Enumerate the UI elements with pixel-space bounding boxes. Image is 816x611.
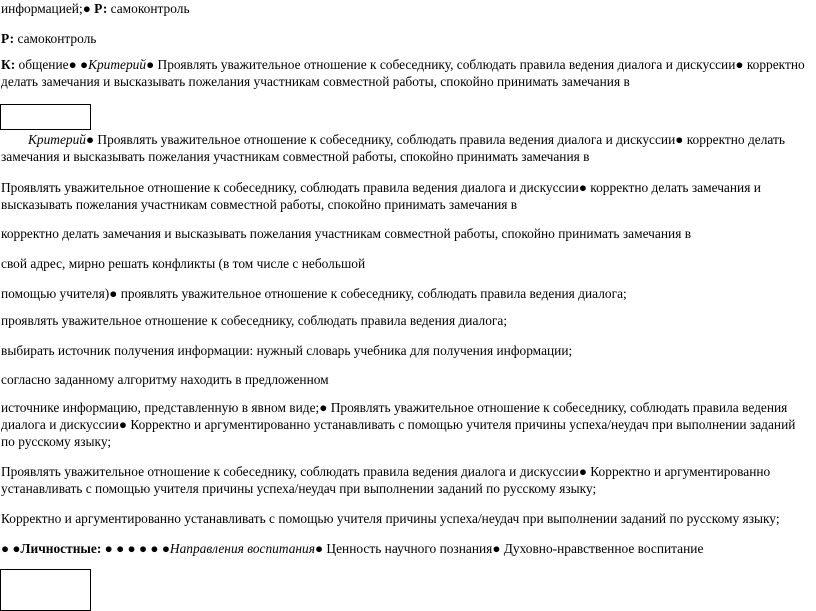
text-fragment: Духовно-нравственное воспитание — [500, 541, 704, 556]
bullet-icon: ● — [578, 180, 587, 195]
label-r: Р: — [1, 31, 15, 46]
text-fragment: корректно делать замечания и высказывать пожелания участникам совместной работы, спокойно принимать замечания в — [1, 132, 785, 164]
text-fragment: свой адрес, мирно решать конфликты (в том числе с небольшой — [1, 256, 366, 271]
text-fragment: источнике информацию, представленную в явном виде; — [1, 400, 320, 415]
text-fragment: самоконтроль — [107, 1, 190, 16]
text-fragment: Проявлять уважительное отношение к собеседнику, соблюдать правила ведения диалога и дискуссии — [154, 57, 736, 72]
line-9 — [1, 312, 807, 329]
text-fragment: корректно делать замечания и высказывать пожелания участникам совместной работы, спокойно принимать замечания в — [1, 226, 692, 241]
upbringing-directions-label: Направления воспитания — [169, 541, 315, 556]
bullet-icon: ● ● ● ● ● ● — [104, 541, 170, 556]
line-5 — [1, 179, 807, 213]
line-1 — [1, 0, 807, 17]
text-fragment: Проявлять уважительное отношение к собеседнику, соблюдать правила ведения диалога и дискуссии — [1, 464, 579, 479]
text-fragment: информацией; — [1, 1, 83, 16]
line-14 — [1, 510, 807, 527]
text-fragment: самоконтроль — [14, 31, 97, 46]
text-fragment: проявлять уважительное отношение к собеседнику, соблюдать правила ведения диалога; — [117, 286, 627, 301]
line-12 — [1, 399, 807, 450]
bullet-icon: ● ● — [1, 541, 21, 556]
empty-box — [0, 569, 91, 611]
text-fragment: корректно делать замечания и высказывать пожелания участникам совместной работы, спокойно принимать замечания в — [1, 180, 761, 212]
text-fragment: Корректно и аргументированно устанавливать с помощью учителя причины успеха/неудач при выполнении заданий по русскому языку; — [1, 511, 780, 526]
label-r: Р: — [94, 1, 108, 16]
line-8 — [1, 285, 807, 302]
bullet-icon: ● — [118, 417, 127, 432]
text-fragment: корректно делать замечания и высказывать пожелания участникам совместной работы, спокойно принимать замечания в — [1, 57, 805, 89]
text-fragment: Проявлять уважительное отношение к собеседнику, соблюдать правила ведения диалога и дискуссии — [1, 400, 788, 432]
line-6 — [1, 225, 807, 242]
line-13 — [1, 463, 807, 497]
bullet-icon: ● — [578, 464, 587, 479]
personal-results-label: Личностные: — [20, 541, 102, 556]
text-fragment: помощью учителя) — [1, 286, 110, 301]
text-fragment: общение — [15, 57, 69, 72]
line-15 — [1, 540, 807, 557]
bullet-icon: ● — [82, 1, 91, 16]
empty-box — [0, 104, 91, 130]
label-k: К: — [1, 57, 16, 72]
bullet-icon: ● — [735, 57, 744, 72]
bullet-icon: ● — [146, 57, 155, 72]
line-4 — [1, 131, 807, 165]
line-11 — [1, 371, 807, 388]
bullet-icon: ● — [314, 541, 324, 556]
text-fragment: Ценность научного познания — [323, 541, 493, 556]
text-fragment: Корректно и аргументированно устанавливать с помощью учителя причины успеха/неудач при выполнении заданий по русскому языку; — [1, 417, 796, 449]
line-7 — [1, 255, 807, 272]
text-fragment: Корректно и аргументированно устанавливать с помощью учителя причины успеха/неудач при выполнении заданий по русскому языку; — [1, 464, 771, 496]
bullet-icon: ● — [492, 541, 501, 556]
line-10 — [1, 342, 807, 359]
line-3 — [1, 56, 807, 90]
bullet-icon: ● — [675, 132, 684, 147]
bullet-icon: ● — [109, 286, 118, 301]
criterion-label: Критерий — [28, 132, 86, 147]
text-fragment: проявлять уважительное отношение к собеседнику, соблюдать правила ведения диалога; — [1, 313, 508, 328]
criterion-label: Критерий — [88, 57, 147, 72]
bullet-icon: ● ● — [68, 57, 89, 72]
bullet-icon: ● — [85, 132, 95, 147]
text-fragment: Проявлять уважительное отношение к собеседнику, соблюдать правила ведения диалога и дискуссии — [94, 132, 676, 147]
bullet-icon: ● — [319, 400, 328, 415]
text-fragment: выбирать источник получения информации: нужный словарь учебника для получения информации; — [1, 343, 573, 358]
text-fragment: Проявлять уважительное отношение к собеседнику, соблюдать правила ведения диалога и дискуссии — [1, 180, 579, 195]
text-fragment: согласно заданному алгоритму находить в предложенном — [1, 372, 329, 387]
line-2 — [1, 30, 807, 47]
